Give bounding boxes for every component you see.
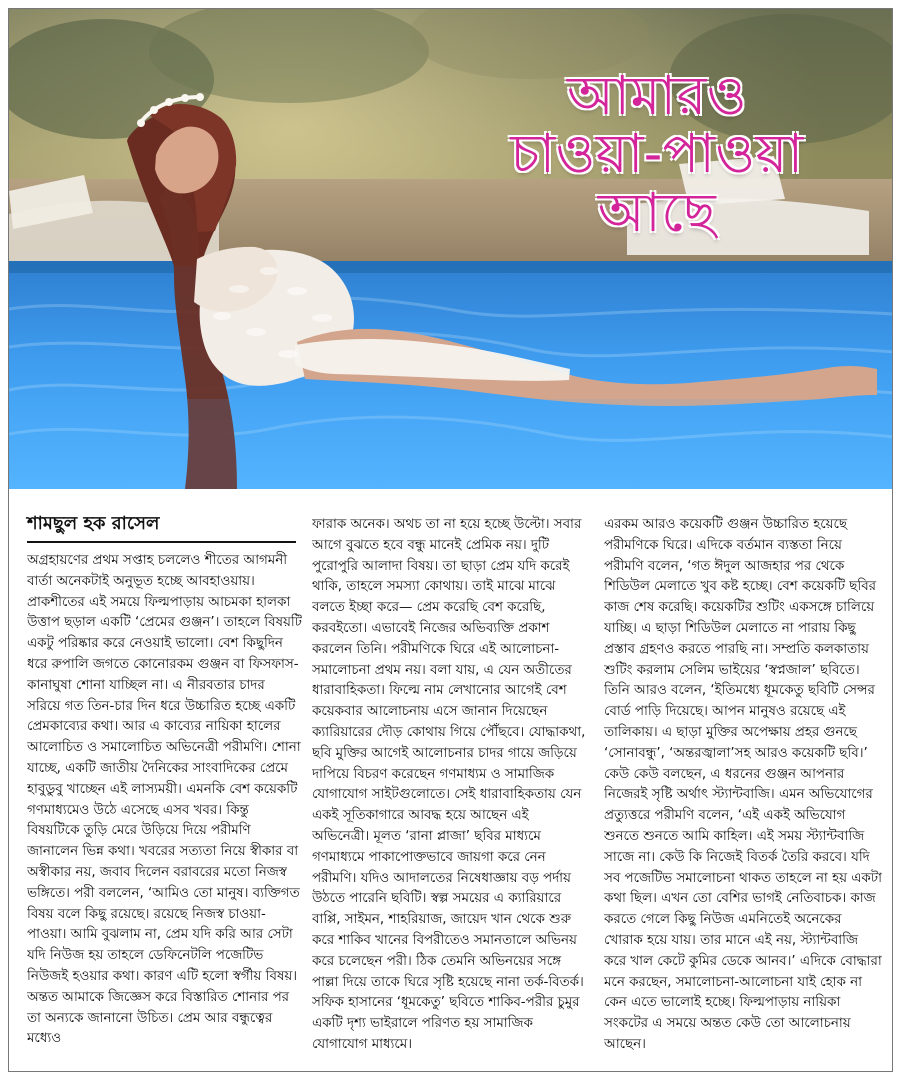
article-body: [9, 493, 893, 1072]
article-column-3: [604, 515, 882, 1070]
headline-line-3: আছে: [597, 180, 717, 244]
article-column-2: [312, 515, 587, 1070]
article-column-1: [27, 551, 302, 1071]
hero-photo: [9, 9, 893, 489]
headline-line-2: চাওয়া-পাওয়া: [510, 122, 804, 186]
article-column-1-text: অগ্রহায়ণের প্রথম সপ্তাহ চললেও শীতের আগমনী বার্তা অনেকটাই অনুভূত হচ্ছে আবহাওয়ায়। প্রাকশীতের এই সময়ে ফিল্মপাড়ায় আচমকা হালকা উত্তাপ ছড়াল একটি ‘প্রেমের গুঞ্জন’। তাহলে বিষয়টি একটু পরিষ্কার করে নেওয়াই ভালো। বেশ কিছুদিন ধরে রুপালি জগতে কোনোরকম গুঞ্জন বা ফিসফাস-কানাঘুষা শোনা যাচ্ছিল না। এ নীরবতার চাদর সরিয়ে গত তিন-চার দিন ধরে উচ্চারিত হচ্ছে একটি প্রেমকাব্যের কথা। আর এ কাব্যের নায়িকা হালের আলোচিত ও সমালোচিত অভিনেত্রী পরীমণি। শোনা যাচ্ছে, একটি জাতীয় দৈনিকের সাংবাদিকের প্রেমে হাবুডুবু খাচ্ছেন এই লাস্যময়ী। এমনকি বেশ কয়েকটি গণমাধ্যমেও উঠে এসেছে এসব খবর। কিন্তু বিষয়টিকে তুড়ি মেরে উড়িয়ে দিয়ে পরীমণি জানালেন ভিন্ন কথা। খবরের সত্যতা নিয়ে স্বীকার বা অস্বীকার নয়, জবাব দিলেন বরাবরের মতো নিজস্ব ভঙ্গিতে। পরী বললেন, ‘আমিও তো মানুষ। ব্যক্তিগত বিষয় বলে কিছু রয়েছে। রয়েছে নিজস্ব চাওয়া-পাওয়া। আমি বুঝলাম না, প্রেম যদি করি আর সেটা যদি নিউজ হয় তাহলে ডেফিনেটলি পজেটিভ নিউজই হওয়ার কথা। কারণ এটি হলো স্বর্গীয় বিষয়। অন্তত আমাকে জিজ্ঞেস করে বিস্তারিত শোনার পর তা অন্যকে জানানো উচিত। প্রেম আর বন্ধুত্বের মধ্যেও: [27, 553, 302, 1047]
article-column-2-text: ফারাক অনেক। অথচ তা না হয়ে হচ্ছে উল্টো। সবার আগে বুঝতে হবে বন্ধু মানেই প্রেমিক নয়। দুটি পুরোপুরি আলাদা বিষয়। তা ছাড়া প্রেম যদি করেই থাকি, তাহলে সমস্যা কোথায়। তাই মাঝে মাঝে বলতে ইচ্ছা করে— প্রেম করেছি বেশ করেছি, করবইতো। এভাবেই নিজের অভিব্যক্তি প্রকাশ করলেন তিনি। পরীমণিকে ঘিরে এই আলোচনা-সমালোচনা প্রথম নয়। বলা যায়, এ যেন অতীতের ধারাবাহিকতা। ফিল্মে নাম লেখানোর আগেই বেশ কয়েকবার আলোচনায় এসে জানান দিয়েছেন ক্যারিয়ারের দৌড় কোথায় গিয়ে পৌঁছবে। যোদ্ধাকথা, ছবি মুক্তির আগেই আলোচনার চাদর গায়ে জড়িয়ে দাপিয়ে বিচরণ করেছেন গণমাধ্যম ও সামাজিক যোগাযোগ সাইটগুলোতে। সেই ধারাবাহিকতায় যেন একই সূতিকাগারে আবদ্ধ হয়ে আছেন এই অভিনেত্রী। মূলত ‘রানা প্লাজা’ ছবির মাধ্যমে গণমাধ্যমে পাকাপোক্তভাবে জায়গা করে নেন পরীমণি। যদিও আদালতের নিষেধাজ্ঞায় বড় পর্দায় উঠতে পারেনি ছবিটি। স্বল্প সময়ের এ ক্যারিয়ারে বাপ্পি, সাইমন, শাহরিয়াজ, জায়েদ খান থেকে শুরু করে শাকিব খানের বিপরীতেও সমানতালে অভিনয় করে চলেছেন পরী। ঠিক তেমনি অভিনয়ের সঙ্গে পাল্লা দিয়ে তাকে ঘিরে সৃষ্টি হয়েছে নানা তর্ক-বিতর্ক। সফিক হাসানের ‘ধূমকেতু’ ছবিতে শাকিব-পরীর চুমুর একটি দৃশ্য ভাইরালে পরিণত হয় সামাজিক যোগাযোগ মাধ্যমে।: [312, 517, 586, 1052]
headline: [477, 64, 837, 244]
byline: শামছুল হক রাসেল: [27, 513, 160, 534]
headline-line-1: আমারও: [566, 64, 748, 127]
page-frame: [8, 8, 893, 1072]
article-column-3-text: এরকম আরও কয়েকটি গুঞ্জন উচ্চারিত হয়েছে পরীমণিকে ঘিরে। এদিকে বর্তমান ব্যস্ততা নিয়ে পরীমণি বলেন, ‘গত ঈদুল আজহার পর থেকে শিডিউল মেলাতে খুব কষ্ট হচ্ছে। বেশ কয়েকটি ছবির কাজ শেষ করেছি। কয়েকটির শুটিং একসঙ্গে চালিয়ে যাচ্ছি। এ ছাড়া শিডিউল মেলাতে না পারায় কিছু প্রস্তাব গ্রহণও করতে পারছি না। সম্প্রতি কলকাতায় শুটিং করলাম সেলিম ভাইয়ের ‘স্বপ্নজাল’ ছবিতে। তিনি আরও বলেন, ‘ইতিমধ্যে ধূমকেতু ছবিটি সেন্সর বোর্ড পাড়ি দিয়েছে। আপন মানুষও রয়েছে এই তালিকায়। এ ছাড়া মুক্তির অপেক্ষায় প্রহর গুনছে ‘সোনাবন্ধু’, ‘অন্তরজ্বালা’সহ আরও কয়েকটি ছবি।’ কেউ কেউ বলছেন, এ ধরনের গুঞ্জন আপনার নিজেরই সৃষ্টি অর্থাৎ স্ট্যান্টবাজি। এমন অভিযোগের প্রত্যুত্তরে পরীমণি বলেন, ‘এই একই অভিযোগ শুনতে শুনতে আমি কাহিল। এই সময় স্ট্যান্টবাজি সাজে না। কেউ কি নিজেই বিতর্ক তৈরি করবে। যদি সব পজেটিভ সমালোচনা থাকত তাহলে না হয় একটা কথা ছিল। এখন তো বেশির ভাগই নেতিবাচক। কাজ করতে গেলে কিছু নিউজ এমনিতেই অনেকের খোরাক হয়ে যায়। তার মানে এই নয়, স্ট্যান্টবাজি করে খাল কেটে কুমির ডেকে আনব।’ এদিকে বোদ্ধারা মনে করছেন, সমালোচনা-আলোচনা যাই হোক না কেন এতে ভালোই হচ্ছে। ফিল্মপাড়ায় নায়িকা সংকটের এ সময়ে অন্তত কেউ তো আলোচনায় আছেন।: [604, 517, 882, 1052]
byline-rule: [27, 541, 296, 543]
